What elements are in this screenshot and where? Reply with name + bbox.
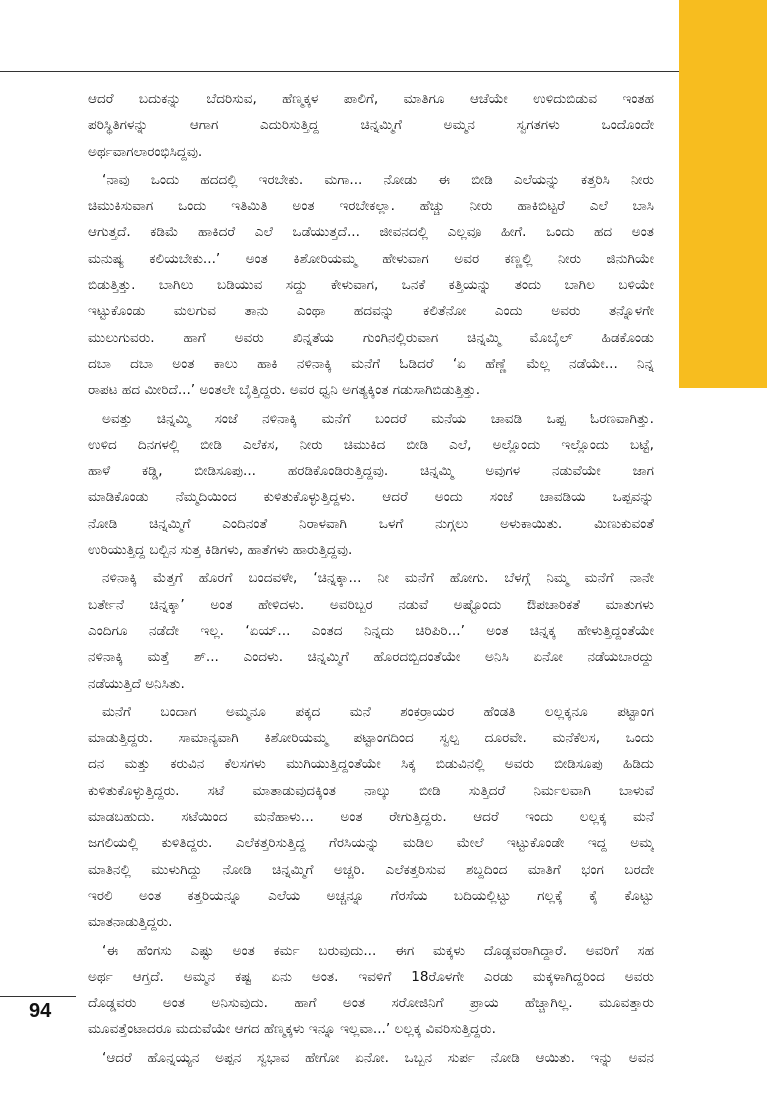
text-line: ‘ಆದರೆ ಹೊನ್ನಯ್ಯನ ಅಪ್ಪನ ಸ್ವಭಾವ ಹೇಗೋ ಏನೋ. ಒಬ್ಬನ ಸುರ್ಪ ನೋಡಿ ಆಯಿತು. ಇನ್ನು ಅವನ [102,1049,654,1066]
text-line: ಅರ್ಥ ಆಗ್ತದೆ. ಅಮ್ಮನ ಕಷ್ಟ ಏನು ಅಂತ. ಇವಳಿಗೆ 18ರೊಳಗೇ ಎರಡು ಮಕ್ಕಳಾಗಿದ್ದರಿಂದ ಅವರು [88,968,654,985]
header-rule [0,71,679,72]
text-line: ಮಾಡಿಕೊಂಡು ನೆಮ್ಮದಿಯಿಂದ ಕುಳಿತುಕೊಳ್ಳುತ್ತಿದ್ದಳು. ಆದರೆ ಅಂದು ಸಂಜೆ ಚಾವಡಿಯ ಒಪ್ಪವನ್ನು [88,489,654,506]
text-line: ಮಾಡಬಹುದು. ಸಟೆಯಿಂದ ಮನೆಹಾಳು... ಅಂತ ರೇಗುತ್ತಿದ್ದರು. ಆದರೆ ಇಂದು ಲಲ್ಲಕ್ಕ ಮನೆ [88,809,654,826]
text-line: ಇಟ್ಟುಕೊಂಡು ಮಲಗುವ ತಾನು ಎಂಥಾ ಹದವನ್ನು ಕಲಿತೆನೋ ಎಂದು ಅವರು ತನ್ನೊಳಗೇ [88,303,654,320]
paragraph [88,565,654,696]
text-line: ಪರಿಸ್ಥಿತಿಗಳನ್ನು ಆಗಾಗ ಎದುರಿಸುತ್ತಿದ್ದ ಚಿನ್ನಮ್ಮಿಗೆ ಅಮ್ಮನ ಸ್ವಗತಗಳು ಒಂದೊಂದೇ [88,117,654,134]
page-number: 94 [29,1000,52,1022]
text-line: ಎಂದಿಗೂ ನಡೆದೇ ಇಲ್ಲ. ‘ಏಯ್... ಎಂತದ ನಿನ್ನದು ಚಿರಿಪಿರಿ...’ ಅಂತ ಚಿನ್ನಕ್ಕ ಹೇಳುತ್ತಿದ್ದಂತೆಯೇ [88,622,654,639]
paragraph [88,406,654,564]
text-line: ‘ಈ ಹೆಂಗಸು ಎಷ್ಟು ಅಂತ ಕರ್ಮ ಬರುವುದು... ಈಗ ಮಕ್ಕಳು ದೊಡ್ಡವರಾಗಿದ್ದಾರೆ. ಅವರಿಗೆ ಸಹ [102,942,654,959]
text-line: ಮೂವತ್ತೆಂಟಾದರೂ ಮದುವೆಯೇ ಆಗದ ಹೆಣ್ಮಕ್ಕಳು ಇನ್ನೂ ಇಲ್ಲವಾ...’ ಲಲ್ಲಕ್ಕ ವಿವರಿಸುತ್ತಿದ್ದರು. [88,1021,496,1038]
text-line: ನೋಡಿ ಚಿನ್ನಮ್ಮಿಗೆ ಎಂದಿನಂತೆ ನಿರಾಳವಾಗಿ ಒಳಗೆ ನುಗ್ಗಲು ಅಳುಕಾಯಿತು. ಮಿಣುಕುವಂತೆ [88,515,654,532]
text-line: ಮುಲುಗುವರು. ಹಾಗೆ ಅವರು ಖಿನ್ನತೆಯ ಗುಂಗಿನಲ್ಲಿರುವಾಗ ಚಿನ್ನಮ್ಮಿ ಮೊಬೈಲ್ ಹಿಡಕೊಂಡು [88,329,654,346]
paragraph [88,938,654,1043]
text-line: ಮನುಷ್ಯ ಕಲಿಯಬೇಕು...’ ಅಂತ ಕಿಶೋರಿಯಮ್ಮ ಹೇಳುವಾಗ ಅವರ ಕಣ್ಣಲ್ಲಿ ನೀರು ಜಿನುಗಿಯೇ [88,250,654,267]
text-line: ದೊಡ್ಡವರು ಅಂತ ಅನಿಸುವುದು. ಹಾಗೆ ಅಂತ ಸರೋಜಿನಿಗೆ ಪ್ರಾಯ ಹೆಚ್ಚಾಗಿಲ್ಲ. ಮೂವತ್ತಾರು [88,995,654,1012]
text-line: ಮಾಡುತ್ತಿದ್ದರು. ಸಾಮಾನ್ಯವಾಗಿ ಕಿಶೋರಿಯಮ್ಮ ಪಟ್ಟಾಂಗದಿಂದ ಸ್ವಲ್ಪ ದೂರವೇ. ಮನೆಕೆಲಸ, ಒಂದು [88,730,654,747]
text-line: ಬಿಡುತ್ತಿತ್ತು. ಬಾಗಿಲು ಬಡಿಯುವ ಸದ್ದು ಕೇಳುವಾಗ, ಒನಕೆ ಕತ್ತಿಯನ್ನು ತಂದು ಬಾಗಿಲ ಬಳಿಯೇ [88,277,654,294]
text-line: ಕುಳಿತುಕೊಳ್ಳುತ್ತಿದ್ದರು. ಸಟೆ ಮಾತಾಡುವುದಕ್ಕಿಂತ ನಾಲ್ಕು ಬೀಡಿ ಸುತ್ತಿದರೆ ನಿರ್ಮಲವಾಗಿ ಬಾಳುವೆ [88,782,654,799]
text-line: ನಡೆಯುತ್ತಿದೆ ಅನಿಸಿತು. [88,675,185,692]
text-line: ಅರ್ಥವಾಗಲಾರಂಭಿಸಿದ್ದವು. [88,143,203,160]
text-line: ಅವತ್ತು ಚಿನ್ನಮ್ಮಿ ಸಂಜೆ ನಳಿನಾಕ್ಕಿ ಮನೆಗೆ ಬಂದರೆ ಮನೆಯ ಚಾವಡಿ ಒಪ್ಪ ಓರಣವಾಗಿತ್ತು. [102,410,654,427]
paragraph [88,1045,654,1071]
text-line: ಹಾಳೆ ಕಡ್ಡಿ, ಬೀಡಿಸೂಪು... ಹರಡಿಕೊಂಡಿರುತ್ತಿದ್ದವು. ಚಿನ್ನಮ್ಮಿ ಅವುಗಳ ನಡುವೆಯೇ ಜಾಗ [88,463,654,480]
text-line: ಮಾತನಾಡುತ್ತಿದ್ದರು. [88,914,173,931]
text-line: ಉರಿಯುತ್ತಿದ್ದ ಬಲ್ಬಿನ ಸುತ್ತ ಕಿಡಿಗಳು, ಹಾತೆಗಳು ಹಾರುತ್ತಿದ್ದವು. [88,542,353,559]
text-line: ನಳಿನಾಕ್ಕಿ ಮತ್ತೆ ಶ್... ಎಂದಳು. ಚಿನ್ನಮ್ಮಿಗೆ ಹೊರದಬ್ಬಿದಂತೆಯೇ ಅನಿಸಿ ಏನೋ ನಡೆಯಬಾರದ್ದು [88,649,654,666]
accent-tab [679,0,767,388]
text-line: ನಳಿನಾಕ್ಕಿ ಮೆತ್ತಗೆ ಹೊರಗೆ ಬಂದವಳೇ, ‘ಚಿನ್ನಕ್ಕಾ... ನೀ ಮನೆಗೆ ಹೋಗು. ಬೆಳಗ್ಗೆ ನಿಮ್ಮ ಮನೆಗೆ ನಾನೇ [102,570,654,587]
text-line: ಆಗುತ್ತದೆ. ಕಡಿಮೆ ಹಾಕಿದರೆ ಎಲೆ ಒಡೆಯುತ್ತದೆ... ಜೀವನದಲ್ಲಿ ಎಲ್ಲವೂ ಹೀಗೆ. ಒಂದು ಹದ ಅಂತ [88,224,654,241]
text-line: ಬರ್ತೇನೆ ಚಿನ್ನಕ್ಕಾ’ ಅಂತ ಹೇಳಿದಳು. ಅವರಿಬ್ಬರ ನಡುವೆ ಅಷ್ಟೊಂದು ಔಪಚಾರಿಕತೆ ಮಾತುಗಳು [88,596,654,613]
paragraph [88,699,654,936]
text-line: ಜಗಲಿಯಲ್ಲಿ ಕುಳಿತಿದ್ದರು. ಎಲೆಕತ್ತರಿಸುತ್ತಿದ್ದ ಗೆರಸಿಯನ್ನು ಮಡಿಲ ಮೇಲೆ ಇಟ್ಟುಕೊಂಡೇ ಇದ್ದ ಅಮ್ಮ [88,835,654,852]
text-line: ‘ನಾವು ಒಂದು ಹದದಲ್ಲಿ ಇರಬೇಕು. ಮಗಾ... ನೋಡು ಈ ಬೀಡಿ ಎಲೆಯನ್ನು ಕತ್ತರಿಸಿ ನೀರು [102,171,654,188]
page-body [88,86,654,1073]
text-line: ಮನೆಗೆ ಬಂದಾಗ ಅಮ್ಮನೂ ಪಕ್ಕದ ಮನೆ ಶಂಕರ್ರಾಯರ ಹೆಂಡತಿ ಲಲ್ಲಕ್ಕನೂ ಪಟ್ಟಾಂಗ [102,703,654,720]
text-line: ಆದರೆ ಬದುಕನ್ನು ಬೆದರಿಸುವ, ಹೆಣ್ಮಕ್ಕಳ ಪಾಲಿಗೆ, ಮಾತಿಗೂ ಆಚೆಯೇ ಉಳಿದುಬಿಡುವ ಇಂತಹ [88,91,654,107]
text-line: ದಬಾ ದಬಾ ಅಂತ ಕಾಲು ಹಾಕಿ ನಳಿನಾಕ್ಕಿ ಮನೆಗೆ ಓಡಿದರೆ ‘ಏ ಹೆಣ್ಣೆ ಮೆಲ್ಲ ನಡೆಯೇ... ನಿನ್ನ [88,355,654,372]
paragraph [88,167,654,404]
text-line: ಚಿಮುಕಿಸುವಾಗ ಒಂದು ಇತಿಮಿತಿ ಅಂತ ಇರಬೇಕಲ್ಲಾ. ಹೆಚ್ಚು ನೀರು ಹಾಕಿಬಿಟ್ಟರೆ ಎಲೆ ಬಾಸಿ [88,198,654,215]
footer-rule [0,996,76,997]
paragraph [88,86,654,165]
text-line: ದನ ಮತ್ತು ಕರುವಿನ ಕೆಲಸಗಳು ಮುಗಿಯುತ್ತಿದ್ದಂತೆಯೇ ಸಿಕ್ಕ ಬಿಡುವಿನಲ್ಲಿ ಅವರು ಬೀಡಿಸೂಪು ಹಿಡಿದು [88,756,654,773]
text-line: ಉಳಿದ ದಿನಗಳಲ್ಲಿ ಬೀಡಿ ಎಲೆಕಸ, ನೀರು ಚಿಮುಕಿದ ಬೀಡಿ ಎಲೆ, ಅಲ್ಲೊಂದು ಇಲ್ಲೊಂದು ಬಟ್ಟೆ, [88,436,654,453]
text-line: ಮಾತಿನಲ್ಲಿ ಮುಳುಗಿದ್ದು ನೋಡಿ ಚಿನ್ನಮ್ಮಿಗೆ ಅಚ್ಚರಿ. ಎಲೆಕತ್ತರಿಸುವ ಶಬ್ದದಿಂದ ಮಾತಿಗೆ ಭಂಗ ಬರದೇ [88,861,654,878]
text-line: ರಾಪಟ ಹದ ಮೀರಿದೆ...’ ಅಂತಲೇ ಬೈತ್ತಿದ್ದರು. ಅವರ ಧ್ವನಿ ಅಗತ್ಯಕ್ಕಿಂತ ಗಡುಸಾಗಿಬಿಡುತ್ತಿತ್ತು. [88,382,481,399]
text-line: ಇರಲಿ ಅಂತ ಕತ್ತರಿಯನ್ನೂ ಎಲೆಯ ಅಚ್ಚನ್ನೂ ಗೆರಸೆಯ ಬದಿಯಲ್ಲಿಟ್ಟು ಗಲ್ಲಕ್ಕೆ ಕೈ ಕೊಟ್ಟು [88,887,654,904]
